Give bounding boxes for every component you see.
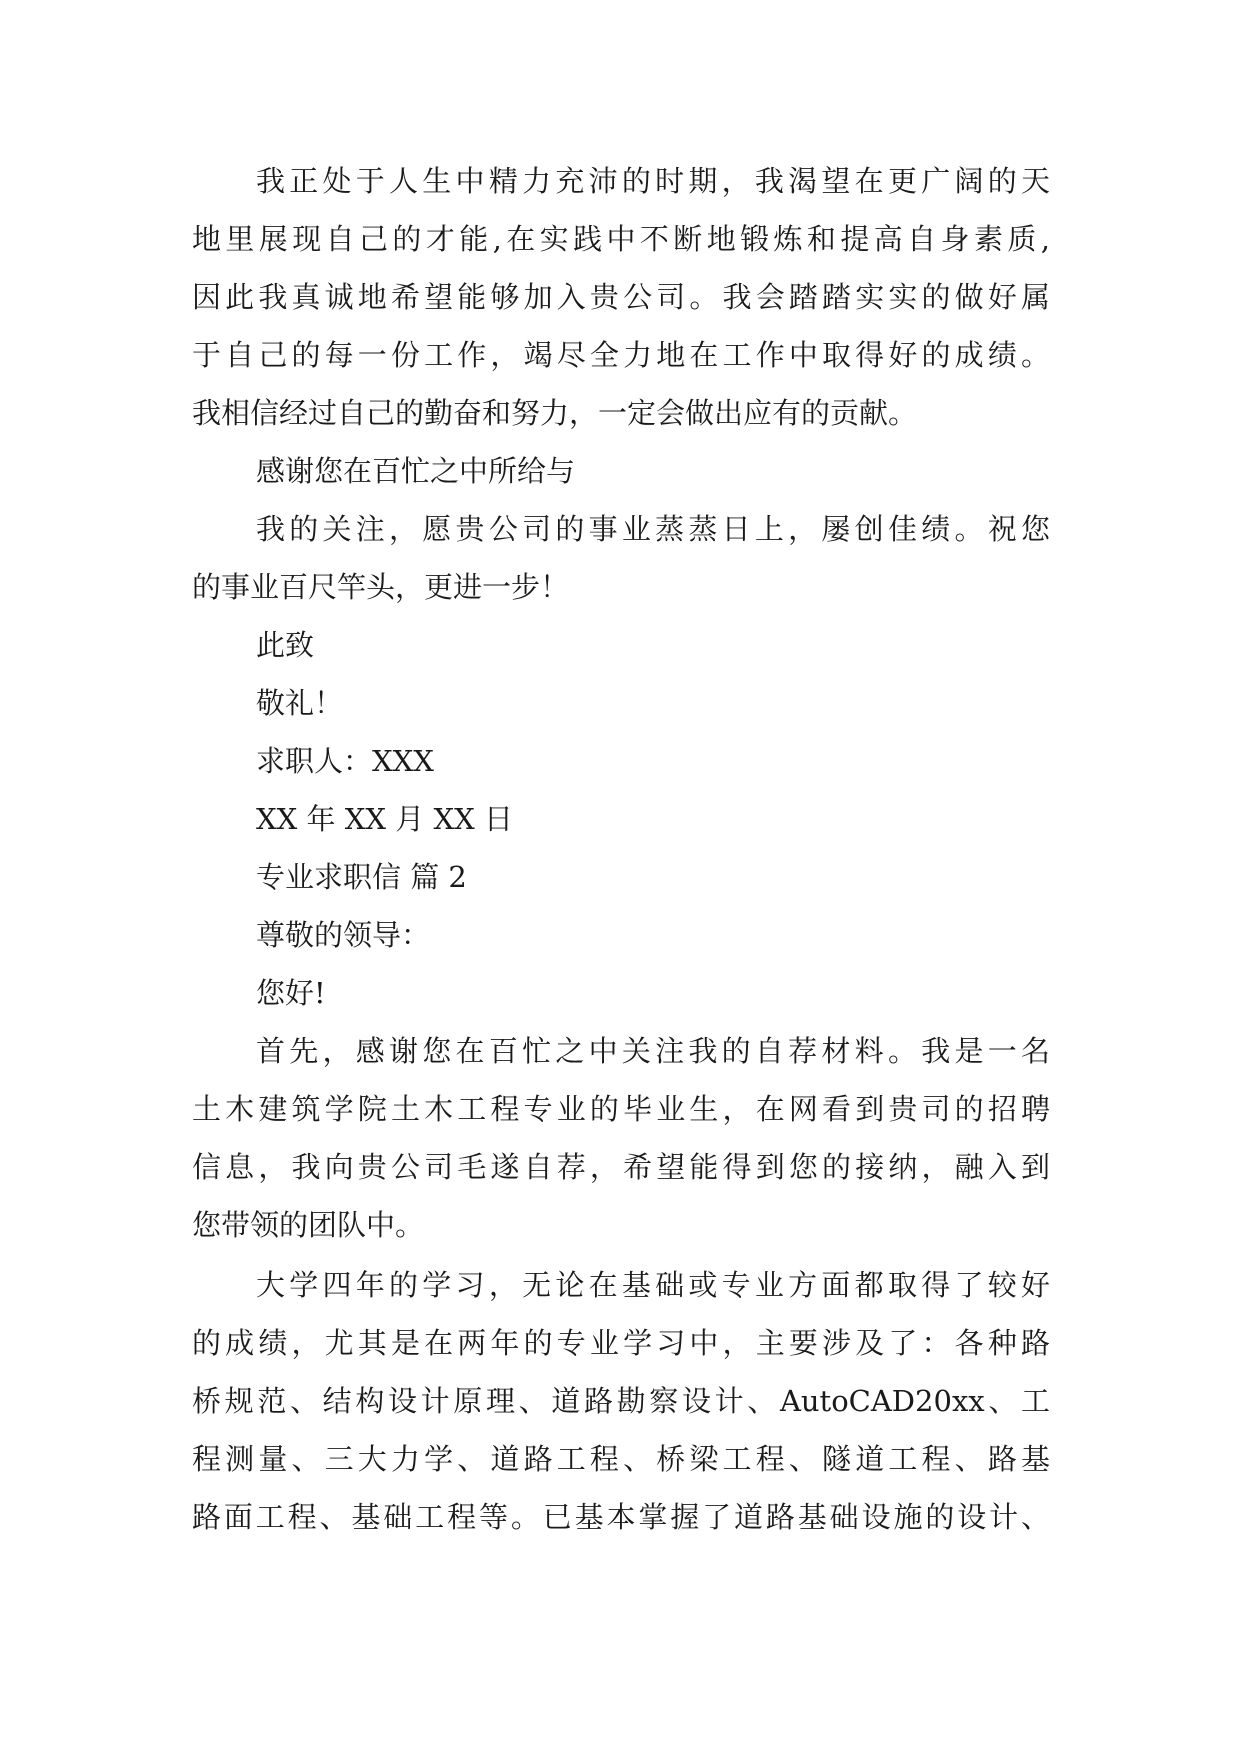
section-heading: 专业求职信 篇 2 [256,860,467,894]
paragraph-line: 我正处于人生中精力充沛的时期，我渴望在更广阔的天 [256,164,1050,198]
paragraph-line: 的事业百尺竿头，更进一步！ [192,570,570,604]
closing-regards: 敬礼！ [256,686,344,720]
paragraph-line: 您带领的团队中。 [192,1208,425,1242]
paragraph-line: 的成绩，尤其是在两年的专业学习中，主要涉及了：各种路 [192,1326,1050,1360]
paragraph-line: 路面工程、基础工程等。已基本掌握了道路基础设施的设计、 [192,1500,1050,1534]
paragraph-line: 程测量、三大力学、道路工程、桥梁工程、隧道工程、路基 [192,1442,1050,1476]
paragraph-line: 首先，感谢您在百忙之中关注我的自荐材料。我是一名 [256,1034,1050,1068]
greeting-line: 您好! [256,976,326,1010]
paragraph-line: 我的关注，愿贵公司的事业蒸蒸日上，屡创佳绩。祝您 [256,512,1050,546]
paragraph-line: 地里展现自己的才能,在实践中不断地锻炼和提高自身素质, [192,222,1050,256]
paragraph-line: 感谢您在百忙之中所给与 [256,454,576,488]
letter-date: XX 年 XX 月 XX 日 [256,802,513,836]
paragraph-line: 因此我真诚地希望能够加入贵公司。我会踏踏实实的做好属 [192,280,1050,314]
paragraph-line: 我相信经过自己的勤奋和努力，一定会做出应有的贡献。 [192,396,918,430]
closing-salutation: 此致 [256,628,315,662]
paragraph-line: 于自己的每一份工作，竭尽全力地在工作中取得好的成绩。 [192,338,1050,372]
paragraph-line: 大学四年的学习，无论在基础或专业方面都取得了较好 [256,1268,1050,1302]
paragraph-line: 信息，我向贵公司毛遂自荐，希望能得到您的接纳，融入到 [192,1150,1050,1184]
greeting-line: 尊敬的领导： [256,918,431,952]
paragraph-line: 土木建筑学院土木工程专业的毕业生，在网看到贵司的招聘 [192,1092,1050,1126]
applicant-signature: 求职人：XXX [256,744,434,778]
paragraph-line: 桥规范、结构设计原理、道路勘察设计、AutoCAD20xx、工 [192,1384,1050,1418]
